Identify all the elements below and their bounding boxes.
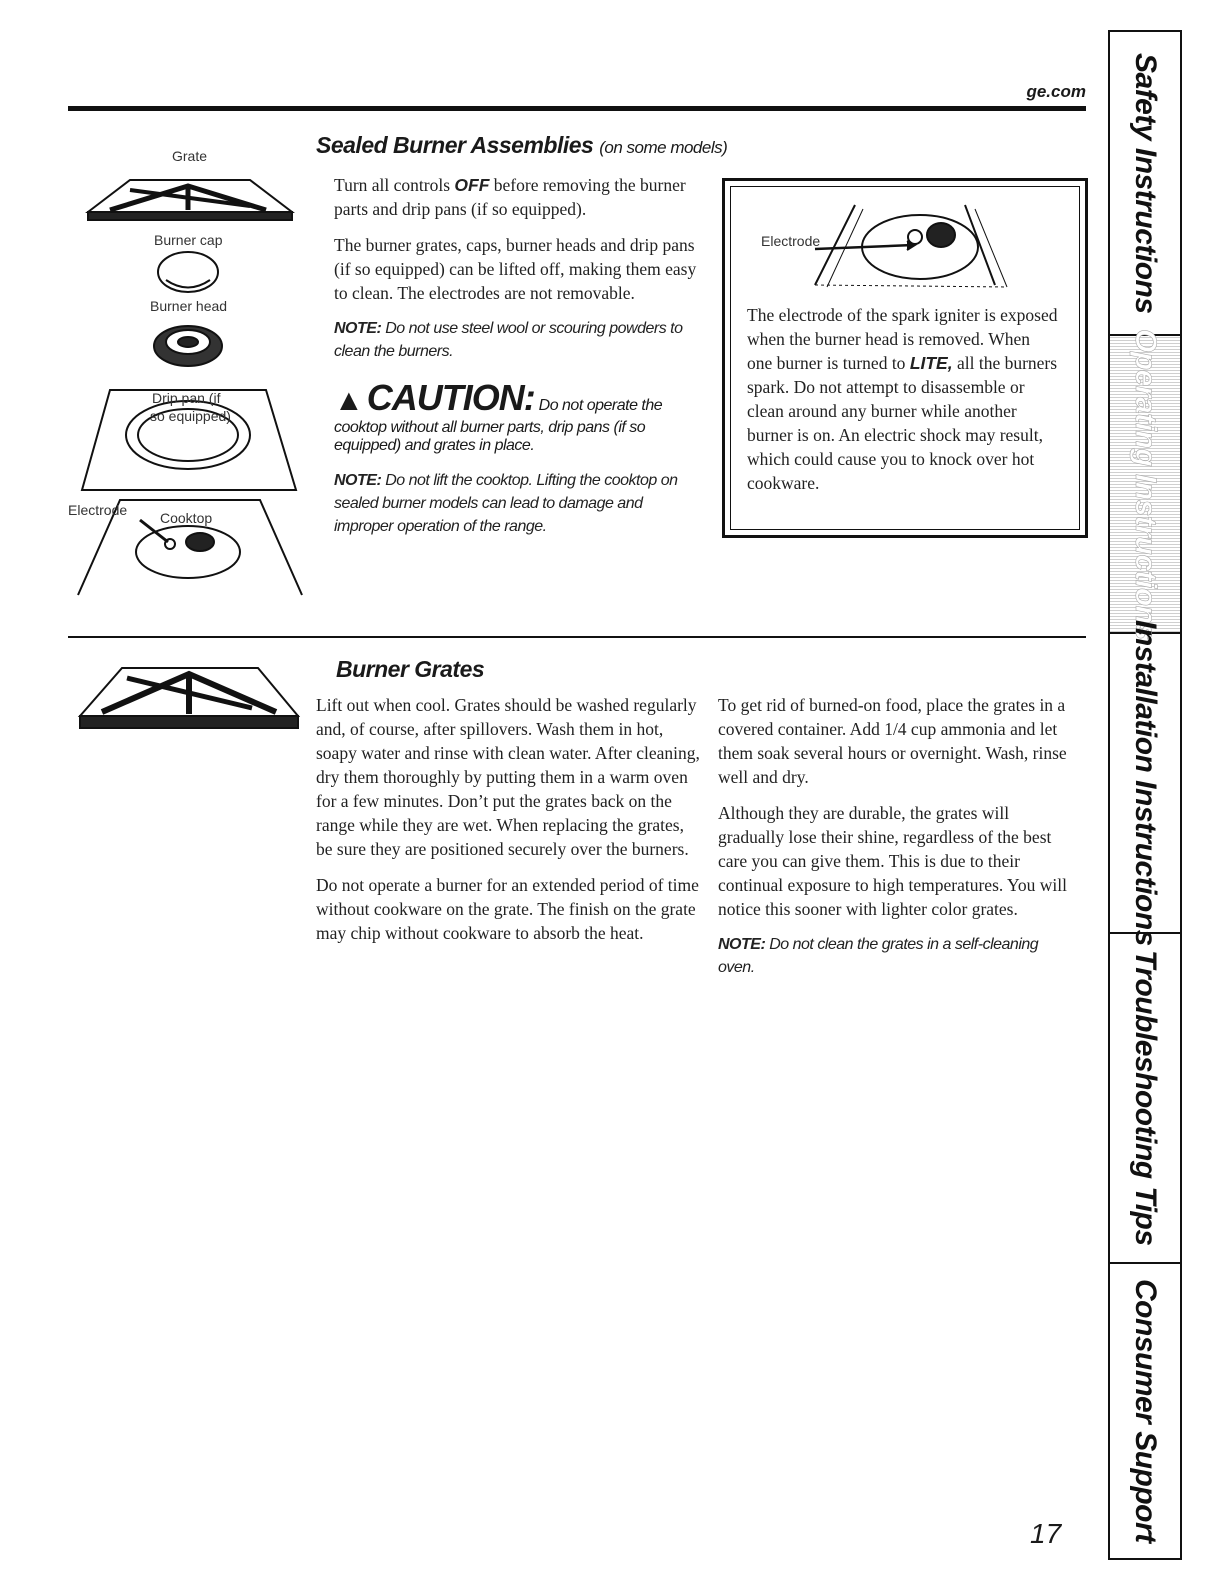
tab-safety-instructions[interactable] — [1110, 32, 1180, 336]
grates-col1-para1: Lift out when cool. Grates should be washed regularly and, of course, after spillovers. Wash them in hot, soapy water and rinse with clean water. After cleaning, dry them thoroughly by putting them in a warm oven for a few minutes. Don’t put the grates back on the range while they are wet. When replacing the grates, be sure they are positioned securely over the burners. — [316, 695, 700, 859]
label-drip-pan-1: Drip pan (if — [152, 390, 221, 406]
site-url: ge.com — [1026, 82, 1086, 101]
sealed-subtitle: (on some models) — [599, 138, 728, 157]
tab-operating-instructions[interactable] — [1110, 328, 1180, 640]
tab-label: Troubleshooting Tips — [1129, 950, 1162, 1246]
caution-word: CAUTION: — [366, 377, 535, 418]
tab-label: Safety Instructions — [1129, 52, 1162, 314]
section-sidebar — [1108, 30, 1182, 1560]
grates-col-2 — [718, 693, 1068, 993]
box-text-a: The electrode of the spark igniter is exposed when the burner head is removed. When one burner is turned to — [747, 305, 1058, 373]
para1-b: before removing the burner parts and drip pans (if so equipped). — [334, 175, 686, 219]
note1-label: NOTE: — [334, 320, 382, 337]
burner-cap-illustration — [158, 252, 218, 292]
tab-installation-instructions[interactable] — [1110, 620, 1180, 946]
burner-head-illustration — [154, 326, 222, 366]
page-number: 17 — [1030, 1518, 1062, 1549]
label-cooktop: Cooktop — [160, 510, 213, 526]
grates-col2-para2: Although they are durable, the grates will gradually lose their shine, regardless of the best care you can give them. This is due to their continual exposure to high temperatures. You will notice this sooner with lighter color grates. — [718, 803, 1067, 919]
sealed-note-2 — [316, 469, 694, 538]
box-text-b: all the burners spark. Do not attempt to disassemble or clean around any burner while another burner is on. An electric shock may result, which could cause you to knock over hot cookware. — [747, 353, 1058, 493]
burner-exploded-diagram — [70, 130, 306, 600]
sealed-note-1 — [316, 317, 694, 363]
grates-col1-para2: Do not operate a burner for an extended period of time without cookware on the grate. The finish on the grate may chip without cookware to absorb the heat. — [316, 875, 699, 943]
sealed-title: Sealed Burner Assemblies — [316, 132, 594, 158]
grates-col2-para1: To get rid of burned-on food, place the grates in a covered container. Add 1/4 cup ammonia and let them soak several hours or overnight. Wash, rinse well and dry. — [718, 695, 1067, 787]
tab-label: Installation Instructions — [1129, 620, 1162, 946]
sealed-burner-section — [316, 132, 736, 552]
sealed-body — [316, 173, 714, 305]
note2-text: Do not lift the cooktop. Lifting the cooktop on sealed burner models can lead to damage and improper operation of the range. — [334, 472, 678, 535]
label-drip-pan-2: so equipped) — [150, 408, 231, 424]
label-burner-head: Burner head — [150, 298, 228, 314]
sealed-para-1 — [334, 173, 714, 221]
grates-col-1 — [316, 693, 700, 957]
label-electrode: Electrode — [68, 502, 128, 518]
middle-rule — [68, 636, 1086, 638]
tab-troubleshooting-tips[interactable] — [1110, 934, 1180, 1264]
box-label-electrode: Electrode — [761, 233, 821, 249]
electrode-warning-box — [722, 178, 1088, 538]
note2-label: NOTE: — [334, 472, 382, 489]
lite-keyword: LITE, — [909, 353, 953, 373]
grates-title: Burner Grates — [336, 656, 485, 682]
label-burner-cap: Burner cap — [154, 232, 223, 248]
note1-text: Do not use steel wool or scouring powders to clean the burners. — [334, 320, 683, 360]
top-rule — [68, 106, 1086, 111]
caution-block — [316, 377, 694, 455]
grates-note-text: Do not clean the grates in a self-cleaning oven. — [718, 936, 1039, 976]
tab-label: Consumer Support — [1129, 1279, 1162, 1543]
grate-diagram — [72, 646, 304, 746]
tab-label: Operating Instructions — [1129, 328, 1162, 640]
caution-text: Do not operate the cooktop without all burner parts, drip pans (if so equipped) and grates in place. — [334, 397, 663, 454]
off-keyword: OFF — [454, 175, 490, 195]
grates-note — [718, 933, 1068, 979]
sealed-para-2: The burner grates, caps, burner heads and drip pans (if so equipped) can be lifted off, making them easy to clean. The electrodes are not removable. — [334, 235, 697, 303]
grate-illustration — [88, 180, 292, 220]
grates-note-label: NOTE: — [718, 936, 766, 953]
tab-consumer-support[interactable] — [1110, 1264, 1180, 1558]
section-title — [316, 132, 736, 159]
label-grate: Grate — [172, 148, 208, 164]
caution-heading — [334, 377, 535, 418]
para1-a: Turn all controls — [334, 175, 455, 195]
electrode-warning-text — [747, 303, 1059, 495]
warning-triangle-icon: ▲ — [334, 384, 363, 417]
